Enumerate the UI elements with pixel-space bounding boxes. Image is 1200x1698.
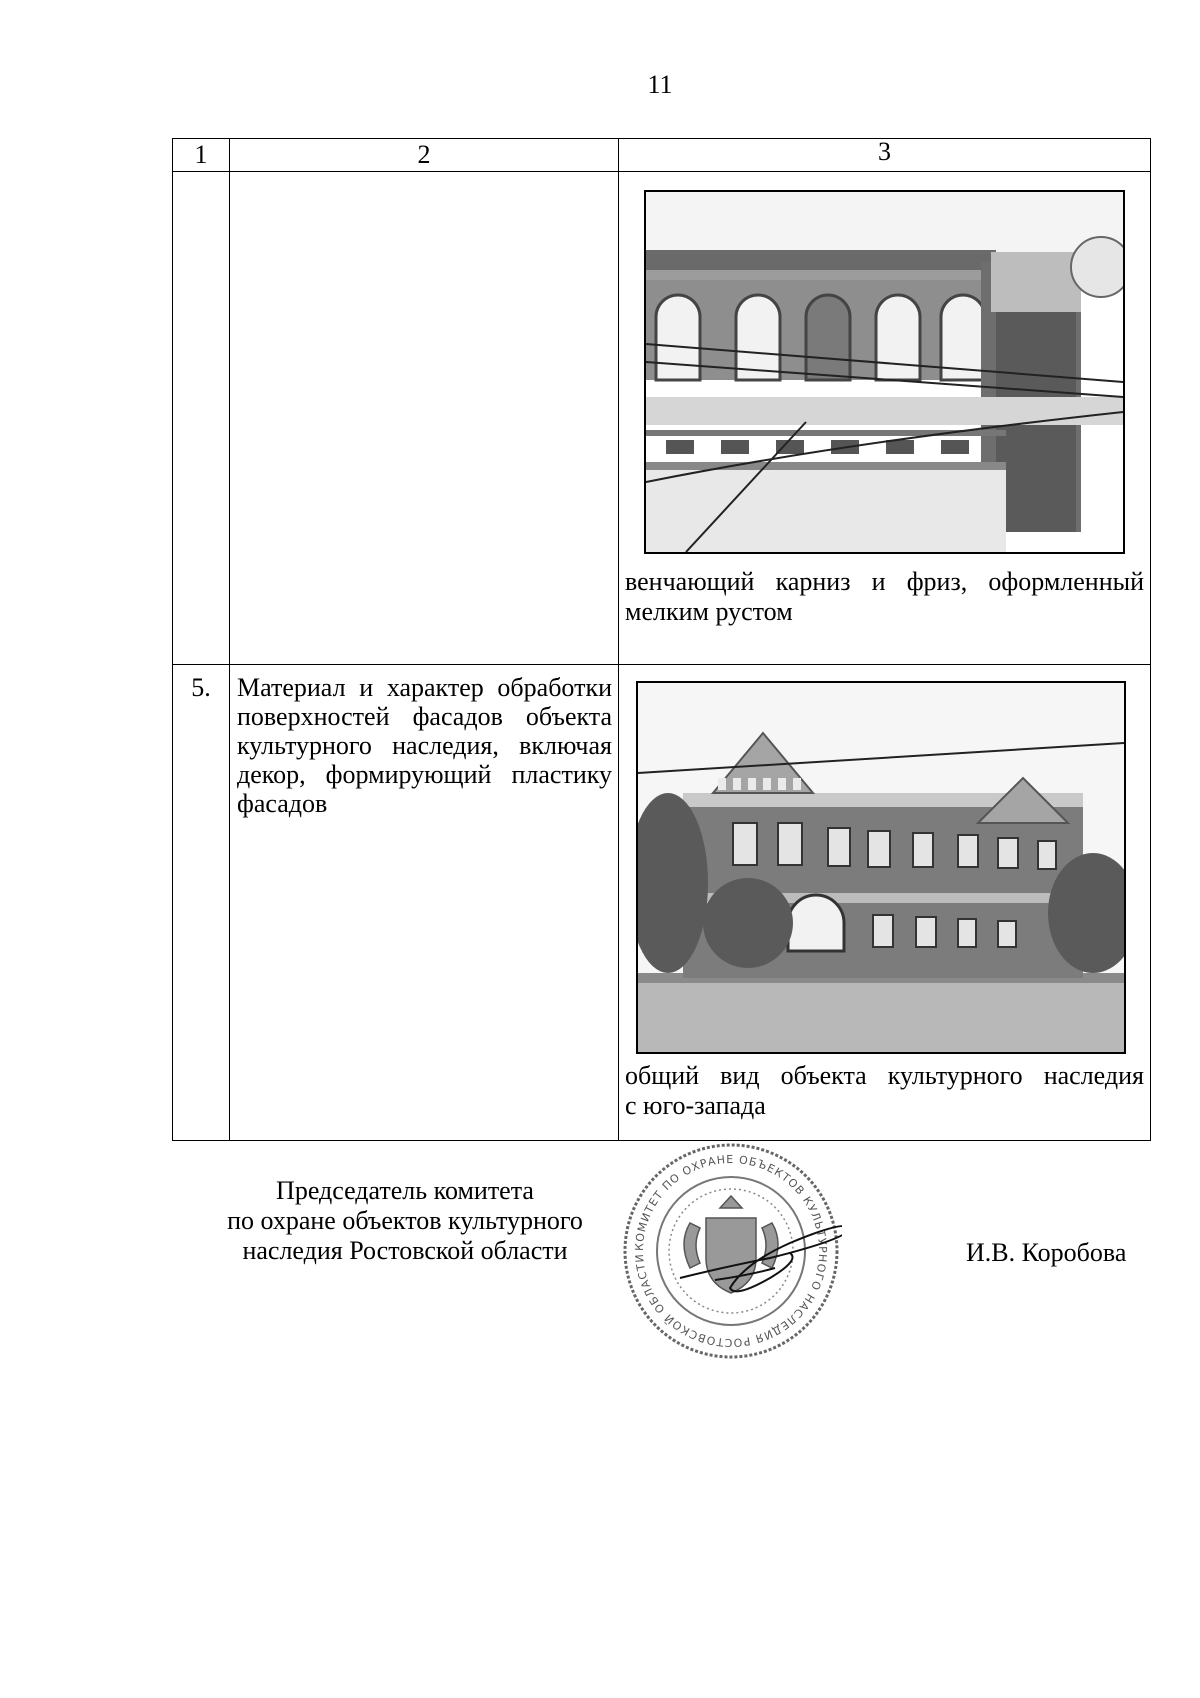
photo-caption-line1: общий вид объекта культурного наследия	[625, 1061, 1144, 1090]
row-photo-cell	[619, 172, 1151, 665]
table-row	[173, 172, 1151, 665]
position-line-1: Председатель комитета	[276, 1176, 534, 1205]
signatory-position	[190, 1176, 620, 1266]
photo-caption-line2: с юго-запада	[625, 1091, 766, 1120]
official-seal-icon	[620, 1138, 842, 1364]
row-number	[173, 172, 230, 665]
heritage-table	[172, 138, 1151, 1141]
photo-caption-line2: мелким рустом	[625, 597, 793, 626]
table-header-row	[173, 139, 1151, 172]
signatory-name: И.В. Коробова	[966, 1238, 1127, 1267]
header-col-2: 2	[230, 139, 619, 172]
cornice-frieze-photo	[644, 190, 1125, 554]
position-line-2: по охране объектов культурного	[227, 1206, 583, 1235]
header-col-3: 3	[619, 139, 1151, 172]
table-row	[173, 665, 1151, 1141]
row-number: 5.	[173, 665, 230, 1141]
header-col-1: 1	[173, 139, 230, 172]
row-photo-cell	[619, 665, 1151, 1141]
building-facade-photo	[636, 681, 1126, 1054]
svg-text:КОМИТЕТ ПО ОХРАНЕ ОБЪЕКТОВ КУЛ: КОМИТЕТ ПО ОХРАНЕ ОБЪЕКТОВ КУЛЬТУРНОГО НАСЛЕДИЯ РОСТОВСКОЙ ОБЛАСТИ	[632, 1152, 830, 1350]
page-number: 11	[647, 70, 673, 99]
row-description: Материал и характер обработки поверхностей фасадов объекта культурного наследия, включая декор, формирующий пластику фасадов	[230, 665, 619, 1141]
position-line-3: наследия Ростовской области	[242, 1236, 568, 1265]
row-description	[230, 172, 619, 665]
photo-caption-line1: венчающий карниз и фриз, оформленный	[625, 567, 1144, 596]
